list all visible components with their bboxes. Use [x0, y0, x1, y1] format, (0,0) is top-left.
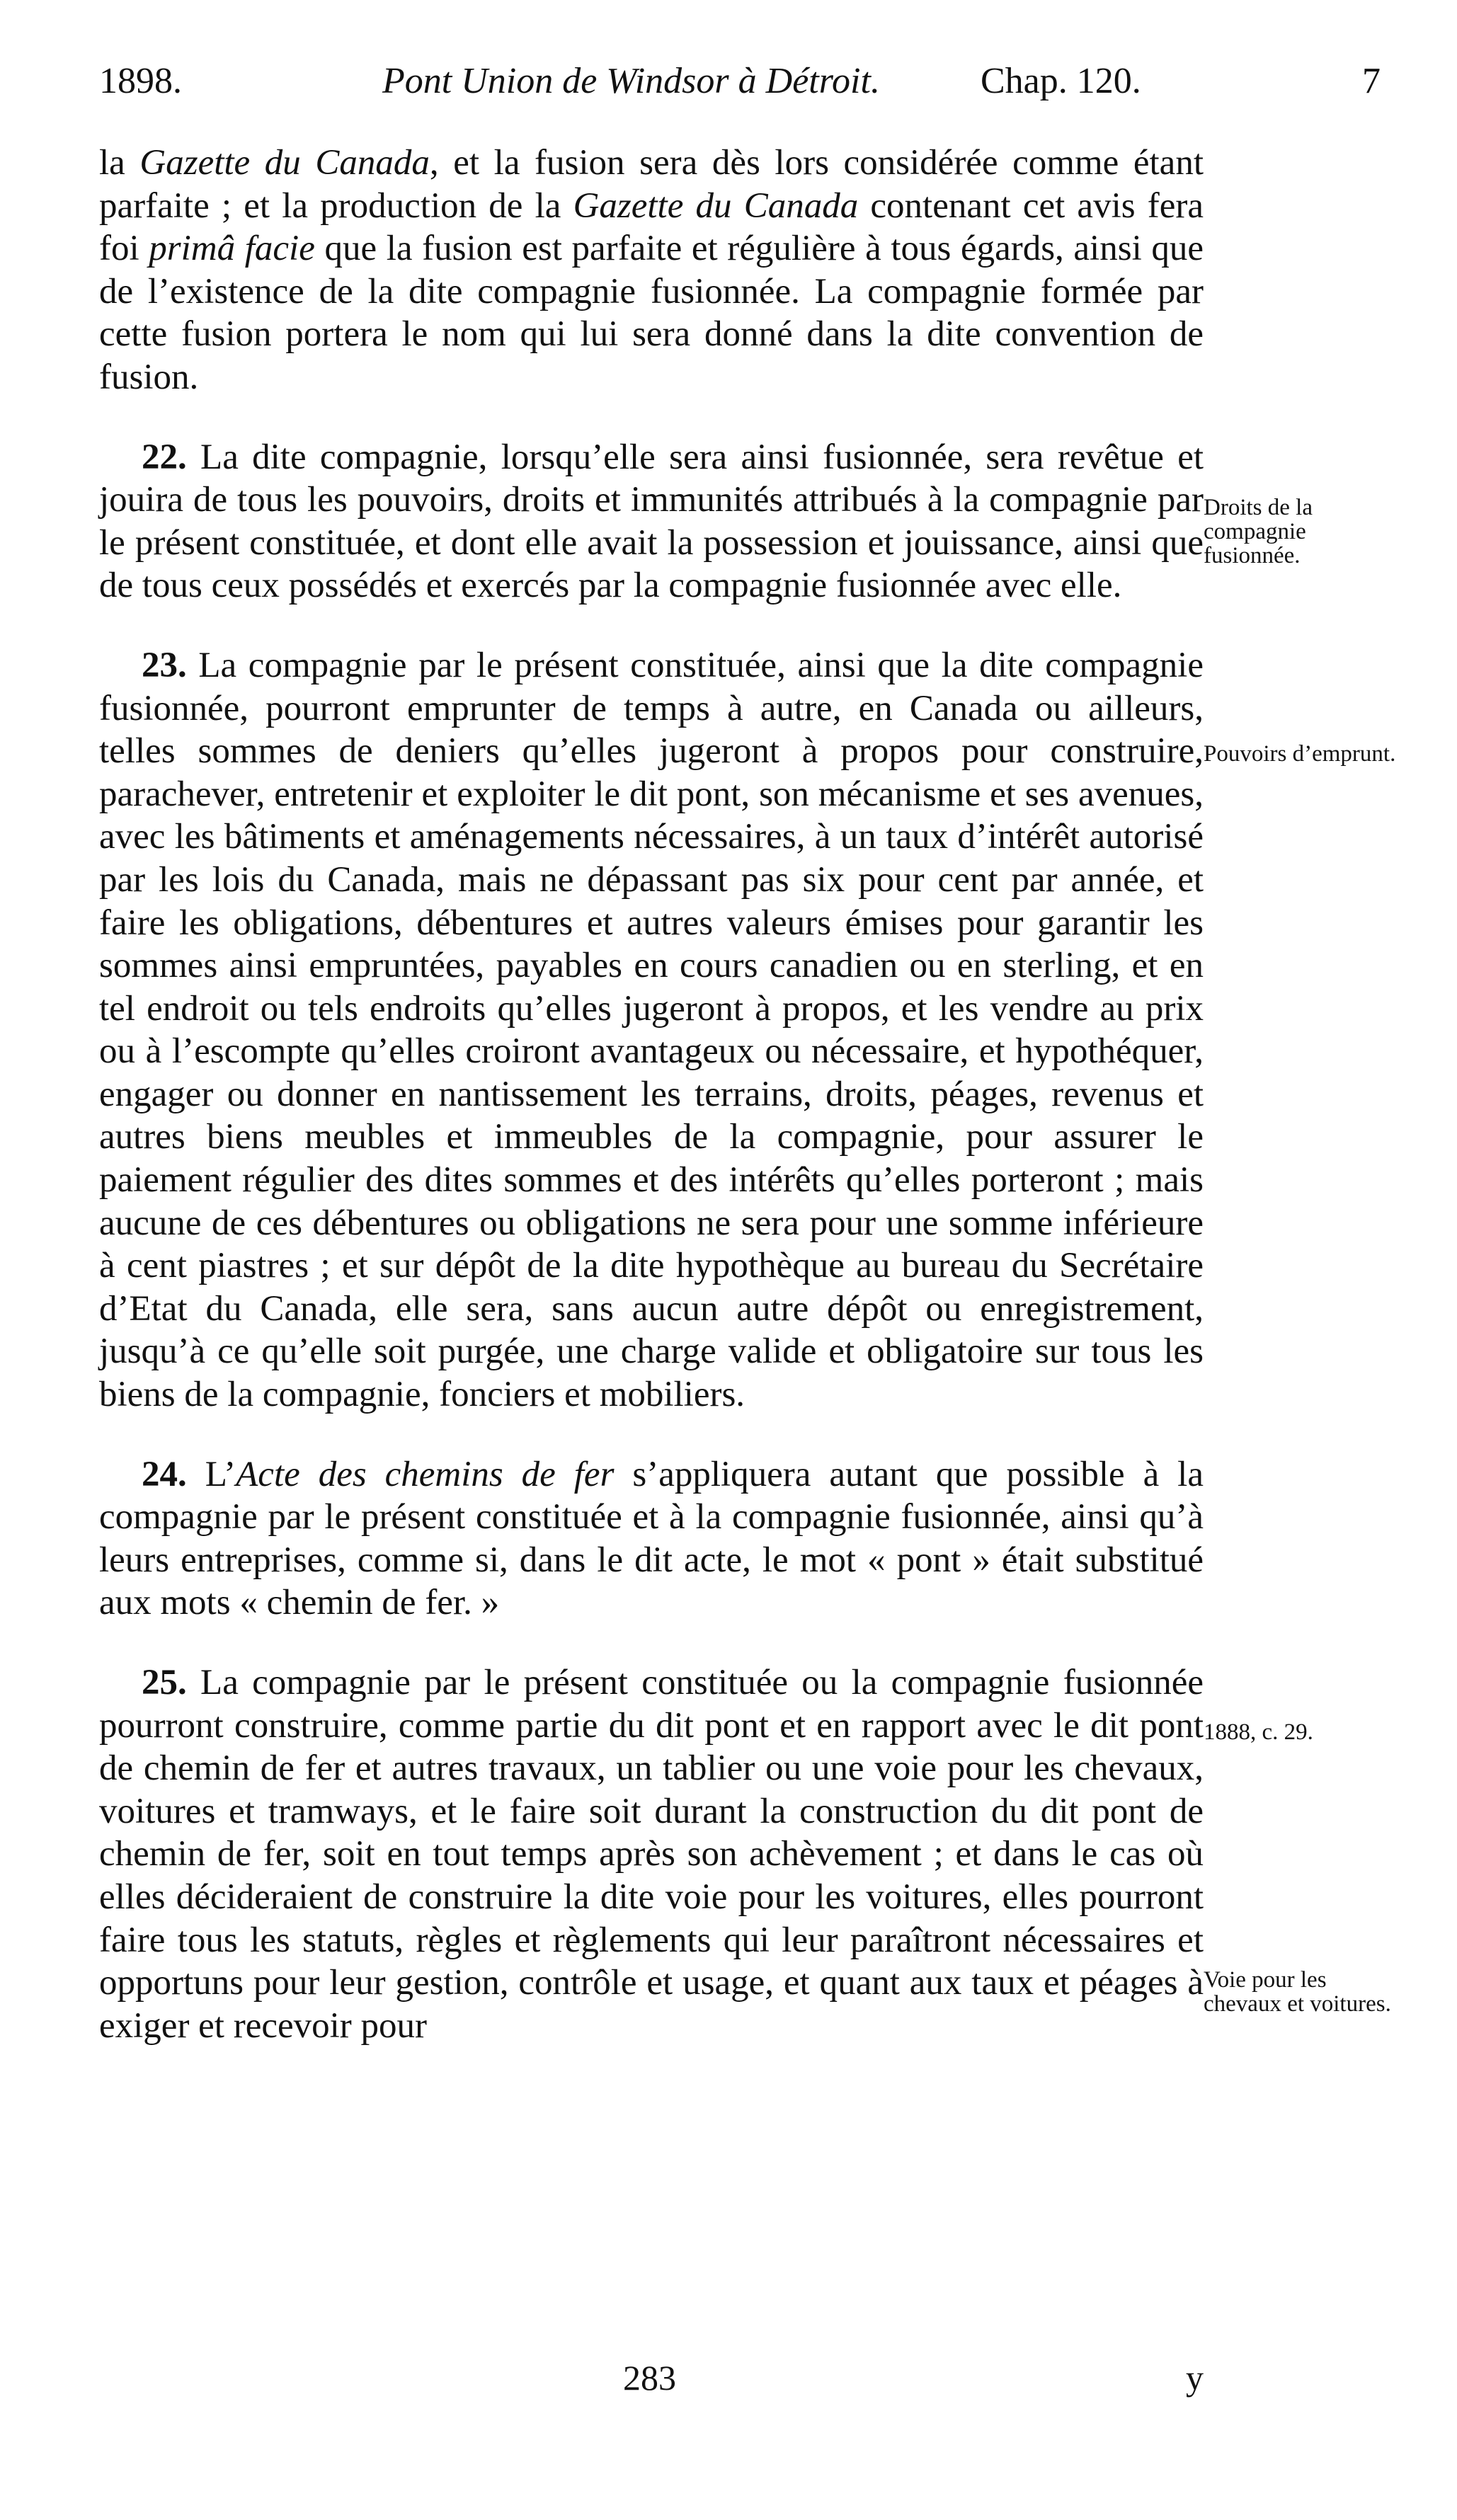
section-23-number: 23.: [142, 645, 187, 685]
header-page-number: 7: [1362, 61, 1381, 101]
section-22-number: 22.: [142, 437, 187, 477]
section-24: [99, 1453, 1204, 1625]
continuation-text-4: que la fusion est parfaite et régulière à tous égards, ainsi que de l’existence de la dite compagnie fusionnée. La compagnie formée par cette fusion portera le nom qui lui sera donné dans la dite convention de fusion.: [99, 229, 1204, 397]
header-year: 1898.: [99, 61, 182, 101]
section-25-number: 25.: [142, 1663, 187, 1702]
running-header: [99, 50, 1381, 113]
section-23-text: La compagnie par le présent constituée, ainsi que la dite compagnie fusionnée, pourront emprunter de temps à autre, en Canada ou ailleurs, telles sommes de deniers qu’elles jugeront à propos pour construire, parachever, entretenir et exploiter le dit pont, son mécanisme et ses avenues, avec les bâtiments et aménagements nécessaires, à un taux d’intérêt autorisé par les lois du Canada, mais ne dépassant pas six pour cent par année, et faire les obligations, débentures et autres valeurs émises pour garantir les sommes ainsi empruntées, payables en cours canadien ou en sterling, et en tel endroit ou tels endroits qu’elles jugeront à propos, et les vendre au prix ou à l’escompte qu’elles croiront avantageux ou nécessaire, et hypothéquer, engager ou donner en nantissement les terrains, droits, péages, revenus et autres biens meubles et immeubles de la compagnie, pour assurer le paiement régulier des dites sommes et des intérêts qu’elles porteront ; mais aucune de ces débentures ou obligations ne sera pour une somme inférieure à cent piastres ; et sur dépôt de la dite hypothèque au bureau du Secrétaire d’Etat du Canada, elle sera, sans aucun autre dépôt ou enregistrement, jusqu’à ce qu’elle soit purgée, une charge valide et obligatoire sur tous les biens de la compagnie, fonciers et mobiliers.: [99, 645, 1204, 1415]
continuation-italic-1: Gazette du Canada: [139, 143, 430, 183]
header-title: Pont Union de Windsor à Détroit.: [382, 61, 880, 101]
section-25: [99, 1661, 1204, 2047]
continuation-text-2: , et la fusion sera dès lors considérée comme étant parfaite ; et la production de la: [99, 143, 1204, 226]
section-22: [99, 436, 1204, 607]
section-22-text: La dite compagnie, lorsqu’elle sera ainsi fusionnée, sera revêtue et jouira de tous les pouvoirs, droits et immunités attribués à la compagnie par le présent constituée, et dont elle avait la possession et jouissance, ainsi que de tous ceux possédés et exercés par la compagnie fusionnée avec elle.: [99, 437, 1204, 606]
continuation-text-3: contenant cet avis fera foi: [99, 185, 1204, 269]
margin-note-22: Droits de la compagnie fusionnée.: [1204, 495, 1313, 568]
section-24-italic-title: Acte des chemins de fer: [236, 1454, 615, 1494]
continuation-italic-3: primâ facie: [149, 229, 315, 269]
footer-folio: 283: [623, 2358, 676, 2398]
section-24-text-before: L’: [186, 1454, 236, 1494]
footer-signature-mark: y: [1186, 2358, 1204, 2398]
continuation-italic-2: Gazette du Canada: [573, 185, 859, 226]
margin-note-24: 1888, c. 29.: [1204, 1719, 1313, 1745]
page-footer: [99, 2357, 1204, 2400]
header-chapter: Chap. 120.: [981, 61, 1141, 101]
continuation-paragraph: [99, 142, 1204, 399]
section-24-text-after: s’appliquera autant que possible à la compagnie par le présent constituée et à la compagnie fusionnée, ainsi qu’à leurs entreprises, comme si, dans le dit acte, le mot « pont » était substitué aux mots « chemin de fer. »: [99, 1454, 1204, 1623]
page-body: [99, 142, 1204, 2047]
continuation-text-1: la: [99, 143, 140, 183]
section-23: [99, 644, 1204, 1416]
section-24-number: 24.: [142, 1454, 187, 1494]
margin-note-23: Pouvoirs d’emprunt.: [1204, 741, 1396, 767]
margin-note-25: Voie pour les chevaux et voitures.: [1204, 1967, 1391, 2017]
section-25-text: La compagnie par le présent constituée ou la compagnie fusionnée pourront construire, comme partie du dit pont et en rapport avec le dit pont de chemin de fer et autres travaux, un tablier ou une voie pour les chevaux, voitures et tramways, et le faire soit durant la construction du dit pont de chemin de fer, soit en tout temps après son achèvement ; et dans le cas où elles décideraient de construire la dite voie pour les voitures, elles pourront faire tous les statuts, règles et règlements qui leur paraîtront nécessaires et opportuns pour leur gestion, contrôle et usage, et quant aux taux et péages à exiger et recevoir pour: [99, 1663, 1204, 2046]
